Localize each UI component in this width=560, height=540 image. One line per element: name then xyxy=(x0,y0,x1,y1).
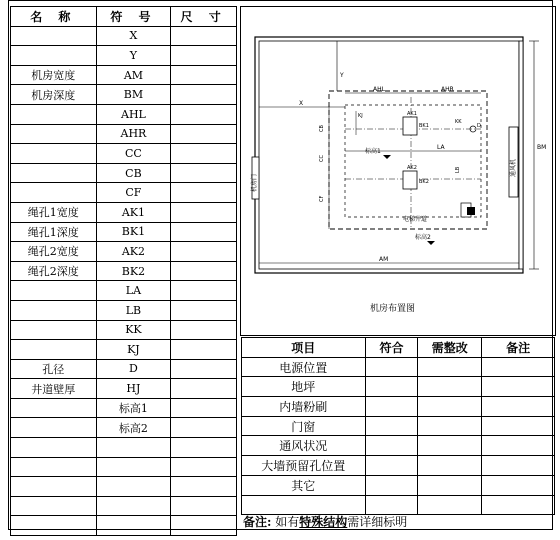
am-label: AM xyxy=(379,256,389,263)
remark-cell[interactable] xyxy=(482,495,555,515)
table-row xyxy=(11,457,237,477)
table-row xyxy=(242,377,555,397)
x-label: X xyxy=(299,100,304,107)
rope-hole-2 xyxy=(403,171,417,189)
row-size-cell xyxy=(171,222,237,242)
row-symbol-cell: AK2 xyxy=(96,242,171,262)
row-size-cell xyxy=(171,281,237,301)
header-fix: 需整改 xyxy=(418,338,482,358)
row-name-cell xyxy=(11,183,97,203)
remark-cell[interactable] xyxy=(482,397,555,417)
item-cell: 内墙粉刷 xyxy=(242,397,366,417)
row-symbol-cell xyxy=(96,496,171,516)
pass-cell[interactable] xyxy=(365,377,418,397)
table-row xyxy=(242,436,555,456)
bk1-label: BK1 xyxy=(419,123,429,129)
table-row xyxy=(11,202,237,222)
ak2-label: AK2 xyxy=(407,165,417,171)
la-label: LA xyxy=(437,144,445,151)
right-wall xyxy=(519,41,523,269)
row-symbol-cell: KK xyxy=(96,320,171,340)
item-cell: 地坪 xyxy=(242,377,366,397)
row-name-cell xyxy=(11,320,97,340)
row-name-cell xyxy=(11,144,97,164)
row-symbol-cell: CC xyxy=(96,144,171,164)
row-name-cell xyxy=(11,124,97,144)
row-name-cell xyxy=(11,398,97,418)
row-symbol-cell xyxy=(96,457,171,477)
row-symbol-cell: CF xyxy=(96,183,171,203)
row-name-cell: 机房宽度 xyxy=(11,65,97,85)
fix-cell[interactable] xyxy=(418,495,482,515)
row-size-cell xyxy=(171,104,237,124)
table-row xyxy=(11,26,237,46)
table-row xyxy=(11,281,237,301)
row-symbol-cell xyxy=(96,477,171,497)
ahr-label: AHR xyxy=(441,86,454,93)
remark-cell[interactable] xyxy=(482,475,555,495)
row-size-cell xyxy=(171,261,237,281)
row-symbol-cell: LA xyxy=(96,281,171,301)
cb-label: CB xyxy=(319,125,325,132)
fix-cell[interactable] xyxy=(418,416,482,436)
row-name-cell xyxy=(11,104,97,124)
table-row xyxy=(11,516,237,536)
table-row xyxy=(242,475,555,495)
note-emphasis: 特殊结构 xyxy=(299,515,348,529)
kj-label: KJ xyxy=(358,113,363,119)
fix-cell[interactable] xyxy=(418,357,482,377)
row-symbol-cell: Y xyxy=(96,46,171,66)
header-pass: 符合 xyxy=(365,338,418,358)
row-symbol-cell: BM xyxy=(96,85,171,105)
kk-label: KK xyxy=(455,119,462,125)
row-size-cell xyxy=(171,379,237,399)
pass-cell[interactable] xyxy=(365,475,418,495)
row-size-cell xyxy=(171,438,237,458)
row-symbol-cell: AK1 xyxy=(96,202,171,222)
table-row xyxy=(11,261,237,281)
table-row xyxy=(11,320,237,340)
row-size-cell xyxy=(171,242,237,262)
row-name-cell: 绳孔1深度 xyxy=(11,222,97,242)
item-cell: 通风状况 xyxy=(242,436,366,456)
row-name-cell: 绳孔2宽度 xyxy=(11,242,97,262)
row-size-cell xyxy=(171,65,237,85)
row-size-cell xyxy=(171,144,237,164)
header-item: 项目 xyxy=(242,338,366,358)
header-name: 名 称 xyxy=(11,7,97,27)
table-row xyxy=(11,496,237,516)
row-size-cell xyxy=(171,183,237,203)
row-size-cell xyxy=(171,477,237,497)
row-symbol-cell: KJ xyxy=(96,340,171,360)
row-size-cell xyxy=(171,398,237,418)
vent-label: 通风机 xyxy=(510,158,517,177)
note-after: 需详细标明 xyxy=(347,515,408,529)
table-row xyxy=(11,124,237,144)
table-row xyxy=(11,85,237,105)
table-row xyxy=(11,438,237,458)
lb-label: LB xyxy=(455,166,461,173)
elev1-label: 标高1 xyxy=(365,148,381,155)
layout-drawing-svg xyxy=(241,7,555,335)
y-label: Y xyxy=(340,72,344,79)
inspection-table-header xyxy=(242,338,555,358)
pass-cell[interactable] xyxy=(365,456,418,476)
fix-cell[interactable] xyxy=(418,436,482,456)
remark-cell[interactable] xyxy=(482,416,555,436)
item-cell: 门窗 xyxy=(242,416,366,436)
cc-label: CC xyxy=(319,155,325,162)
row-size-cell xyxy=(171,26,237,46)
table-row xyxy=(242,416,555,436)
row-name-cell: 机房深度 xyxy=(11,85,97,105)
row-symbol-cell: BK2 xyxy=(96,261,171,281)
cf-label: CF xyxy=(319,195,325,202)
remark-cell[interactable] xyxy=(482,357,555,377)
row-symbol-cell: X xyxy=(96,26,171,46)
elev2-mark xyxy=(427,241,435,245)
row-symbol-cell xyxy=(96,438,171,458)
table-row xyxy=(11,398,237,418)
row-symbol-cell: 标高1 xyxy=(96,398,171,418)
note-before: 如有 xyxy=(275,515,300,529)
d-label: D xyxy=(477,123,481,129)
row-name-cell xyxy=(11,26,97,46)
pass-cell[interactable] xyxy=(365,436,418,456)
item-cell xyxy=(242,495,366,515)
row-name-cell xyxy=(11,418,97,438)
remark-cell[interactable] xyxy=(482,377,555,397)
shaft-label: 电梯井道 xyxy=(403,216,428,223)
pass-cell[interactable] xyxy=(365,416,418,436)
header-remark: 备注 xyxy=(482,338,555,358)
rope-hole-1 xyxy=(403,117,417,135)
row-symbol-cell: AHL xyxy=(96,104,171,124)
row-name-cell xyxy=(11,438,97,458)
row-name-cell xyxy=(11,477,97,497)
row-size-cell xyxy=(171,300,237,320)
fix-cell[interactable] xyxy=(418,377,482,397)
row-name-cell: 绳孔2深度 xyxy=(11,261,97,281)
table-row xyxy=(11,340,237,360)
table-row xyxy=(11,144,237,164)
row-name-cell xyxy=(11,300,97,320)
header-size: 尺 寸 xyxy=(171,7,237,27)
row-name-cell xyxy=(11,340,97,360)
row-symbol-cell: AM xyxy=(96,65,171,85)
row-name-cell: 绳孔1宽度 xyxy=(11,202,97,222)
row-size-cell xyxy=(171,340,237,360)
header-symbol: 符 号 xyxy=(96,7,171,27)
footnote xyxy=(243,513,407,530)
pass-cell[interactable] xyxy=(365,357,418,377)
row-symbol-cell: HJ xyxy=(96,379,171,399)
ahl-label: AHL xyxy=(373,86,385,93)
remark-cell[interactable] xyxy=(482,456,555,476)
row-symbol-cell xyxy=(96,516,171,536)
row-name-cell xyxy=(11,457,97,477)
item-cell: 大墙预留孔位置 xyxy=(242,456,366,476)
row-size-cell xyxy=(171,496,237,516)
row-name-cell xyxy=(11,516,97,536)
table-row xyxy=(242,456,555,476)
table-row xyxy=(11,65,237,85)
row-size-cell xyxy=(171,320,237,340)
fix-cell[interactable] xyxy=(418,456,482,476)
row-symbol-cell: 标高2 xyxy=(96,418,171,438)
fix-cell[interactable] xyxy=(418,475,482,495)
table-row xyxy=(11,359,237,379)
dimension-table-header xyxy=(11,7,237,27)
remark-cell[interactable] xyxy=(482,436,555,456)
drawing-caption: 机房布置图 xyxy=(370,304,416,314)
row-symbol-cell: D xyxy=(96,359,171,379)
table-row xyxy=(11,242,237,262)
elev1-mark xyxy=(383,155,391,159)
bk2-label: BK2 xyxy=(419,179,429,185)
row-size-cell xyxy=(171,124,237,144)
row-name-cell xyxy=(11,163,97,183)
row-size-cell xyxy=(171,359,237,379)
pass-cell[interactable] xyxy=(365,397,418,417)
fix-cell[interactable] xyxy=(418,397,482,417)
row-size-cell xyxy=(171,85,237,105)
bm-label: BM xyxy=(537,144,547,151)
row-symbol-cell: BK1 xyxy=(96,222,171,242)
row-size-cell xyxy=(171,457,237,477)
row-name-cell xyxy=(11,46,97,66)
table-row xyxy=(242,357,555,377)
table-row xyxy=(11,183,237,203)
item-cell: 其它 xyxy=(242,475,366,495)
small-block-fill xyxy=(467,207,475,215)
row-size-cell xyxy=(171,418,237,438)
row-symbol-cell: AHR xyxy=(96,124,171,144)
door-label: 机房门 xyxy=(251,173,258,192)
table-row xyxy=(11,46,237,66)
row-name-cell: 孔径 xyxy=(11,359,97,379)
table-row xyxy=(242,397,555,417)
row-name-cell: 井道壁厚 xyxy=(11,379,97,399)
row-name-cell xyxy=(11,496,97,516)
pass-cell[interactable] xyxy=(365,495,418,515)
table-row xyxy=(11,418,237,438)
table-row xyxy=(11,222,237,242)
row-symbol-cell: CB xyxy=(96,163,171,183)
item-cell: 电源位置 xyxy=(242,357,366,377)
table-row xyxy=(11,163,237,183)
machine-room-drawing xyxy=(240,6,556,336)
table-row xyxy=(11,477,237,497)
row-symbol-cell: LB xyxy=(96,300,171,320)
table-row xyxy=(242,495,555,515)
table-row xyxy=(11,104,237,124)
table-row xyxy=(11,379,237,399)
row-size-cell xyxy=(171,516,237,536)
elev2-label: 标高2 xyxy=(415,234,431,241)
table-row xyxy=(11,300,237,320)
row-size-cell xyxy=(171,202,237,222)
dimension-table xyxy=(10,6,237,536)
row-size-cell xyxy=(171,163,237,183)
note-prefix: 备注: xyxy=(243,515,272,529)
row-name-cell xyxy=(11,281,97,301)
row-size-cell xyxy=(171,46,237,66)
ak1-label: AK1 xyxy=(407,111,417,117)
inspection-table xyxy=(241,337,555,515)
